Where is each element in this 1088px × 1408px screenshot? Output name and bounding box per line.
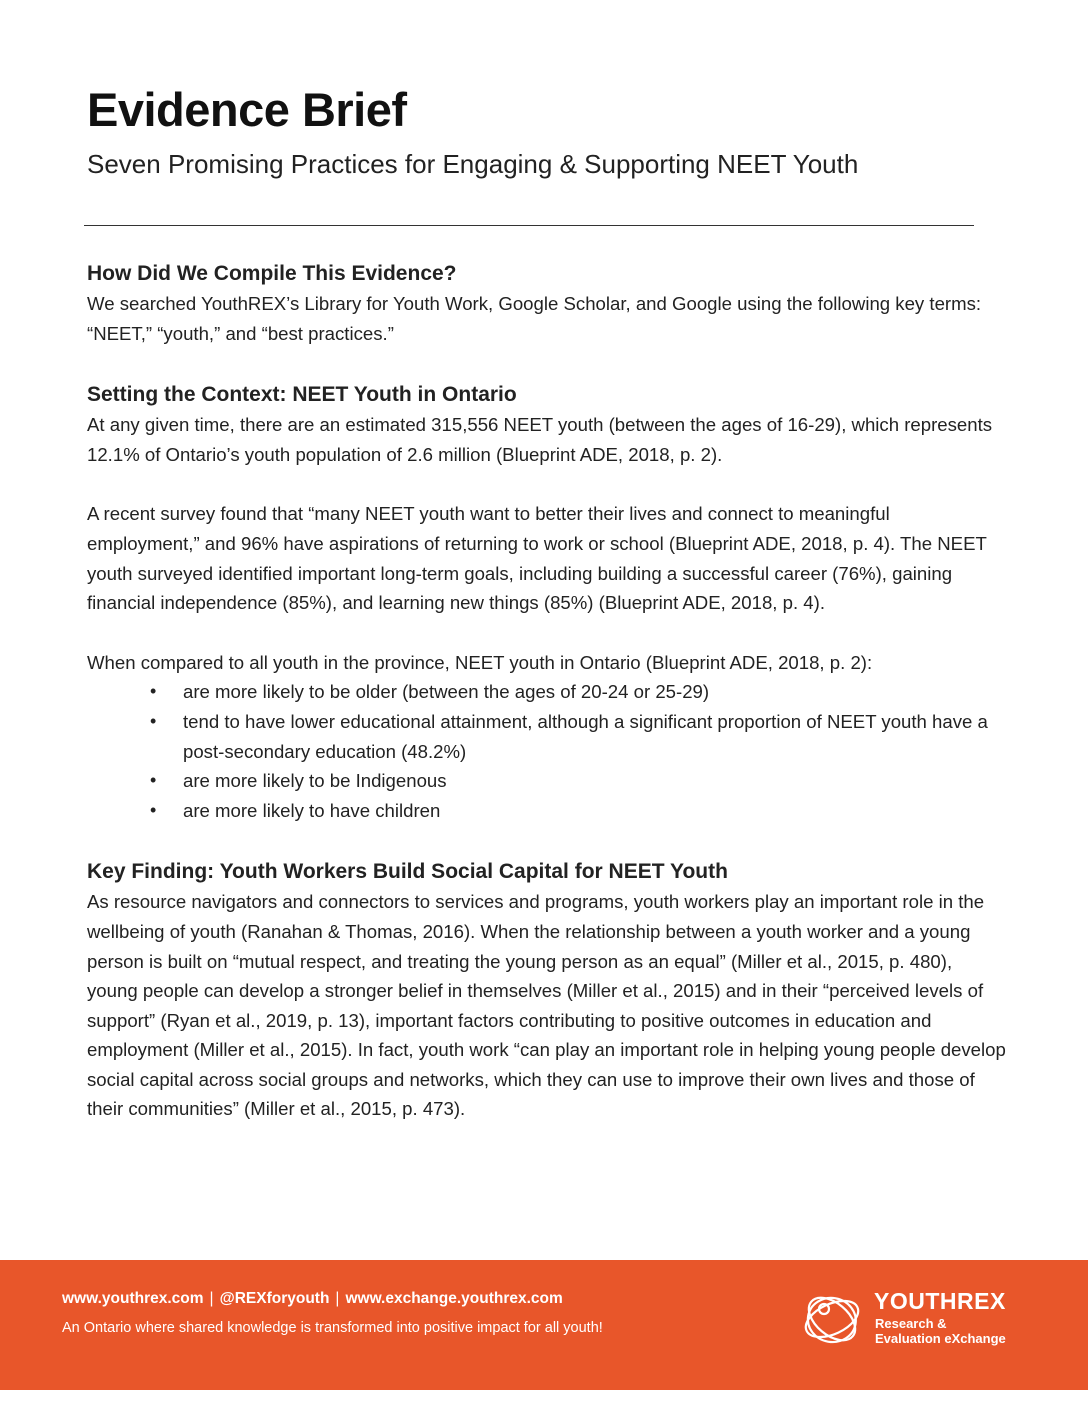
logo-subtitle-line-2: Evaluation eXchange [875, 1331, 1006, 1346]
list-item: • are more likely to be Indigenous [87, 766, 1007, 796]
website-link[interactable]: www.youthrex.com [62, 1290, 204, 1307]
compile-heading: How Did We Compile This Evidence? [87, 262, 457, 285]
finding-body: As resource navigators and connectors to services and programs, youth workers play an important role in the wellbeing of youth (Ranahan & Thomas, 2016). When the relationship between a youth worker and a young person is built on “mutual respect, and treating the young person as an equal” (Miller et al., 2015, p. 480), young people can develop a stronger belief in themselves (Miller et al., 2015) and in their “perceived levels of support” (Ryan et al., 2019, p. 13), important factors contributing to positive outcomes in education and employment (Miller et al., 2015). In fact, youth work “can play an important role in helping young people develop social capital across social groups and networks, which they can use to improve their own lives and those of their communities” (Miller et al., 2015, p. 473). [87, 891, 1006, 1120]
page-subtitle: Seven Promising Practices for Engaging & Supporting NEET Youth [87, 149, 859, 179]
youthrex-logo-icon [800, 1287, 864, 1351]
footer-links [62, 1290, 563, 1308]
context-paragraph-3: When compared to all youth in the province, NEET youth in Ontario (Blueprint ADE, 2018, p. 2): [87, 651, 873, 673]
main-content [87, 259, 1007, 1124]
page-title: Evidence Brief [87, 83, 407, 136]
link-separator: | [209, 1290, 214, 1307]
list-item: • tend to have lower educational attainment, although a significant proportion of NEET youth have a post-secondary education (48.2%) [87, 707, 1007, 766]
context-heading: Setting the Context: NEET Youth in Ontario [87, 383, 517, 407]
list-item: • are more likely to have children [87, 796, 1007, 826]
logo-wordmark: YOUTHREX [874, 1288, 1006, 1314]
logo-subtitle-line-1: Research & [875, 1316, 947, 1331]
footer-tagline: An Ontario where shared knowledge is transformed into positive impact for all youth! [62, 1320, 603, 1336]
twitter-link[interactable]: @REXforyouth [219, 1290, 330, 1307]
context-paragraph-1: At any given time, there are an estimated 315,556 NEET youth (between the ages of 16-29), which represents 12.1% of Ontario’s youth population of 2.6 million (Blueprint ADE, 2018, p. 2). [87, 414, 993, 465]
link-separator: | [335, 1290, 340, 1307]
context-paragraph-2: A recent survey found that “many NEET youth want to better their lives and connect to meaningful employment,” and 96% have aspirations of returning to work or school (Blueprint ADE, 2018, p. 4). The NEET youth surveyed identified important long-term goals, including building a successful career (76%), gaining financial independence (85%), and learning new things (85%) (Blueprint ADE, 2018, p. 4). [87, 503, 987, 614]
footer-banner [0, 1260, 1088, 1390]
context-bullet-list [87, 677, 1007, 825]
exchange-link[interactable]: www.exchange.youthrex.com [345, 1290, 563, 1307]
list-item: • are more likely to be older (between the ages of 20-24 or 25-29) [87, 677, 1007, 707]
finding-heading: Key Finding: Youth Workers Build Social Capital for NEET Youth [87, 860, 728, 884]
compile-body: We searched YouthREX’s Library for Youth Work, Google Scholar, and Google using the following key terms: “NEET,” “youth,” and “best practices.” [87, 293, 982, 344]
title-divider [84, 225, 974, 226]
